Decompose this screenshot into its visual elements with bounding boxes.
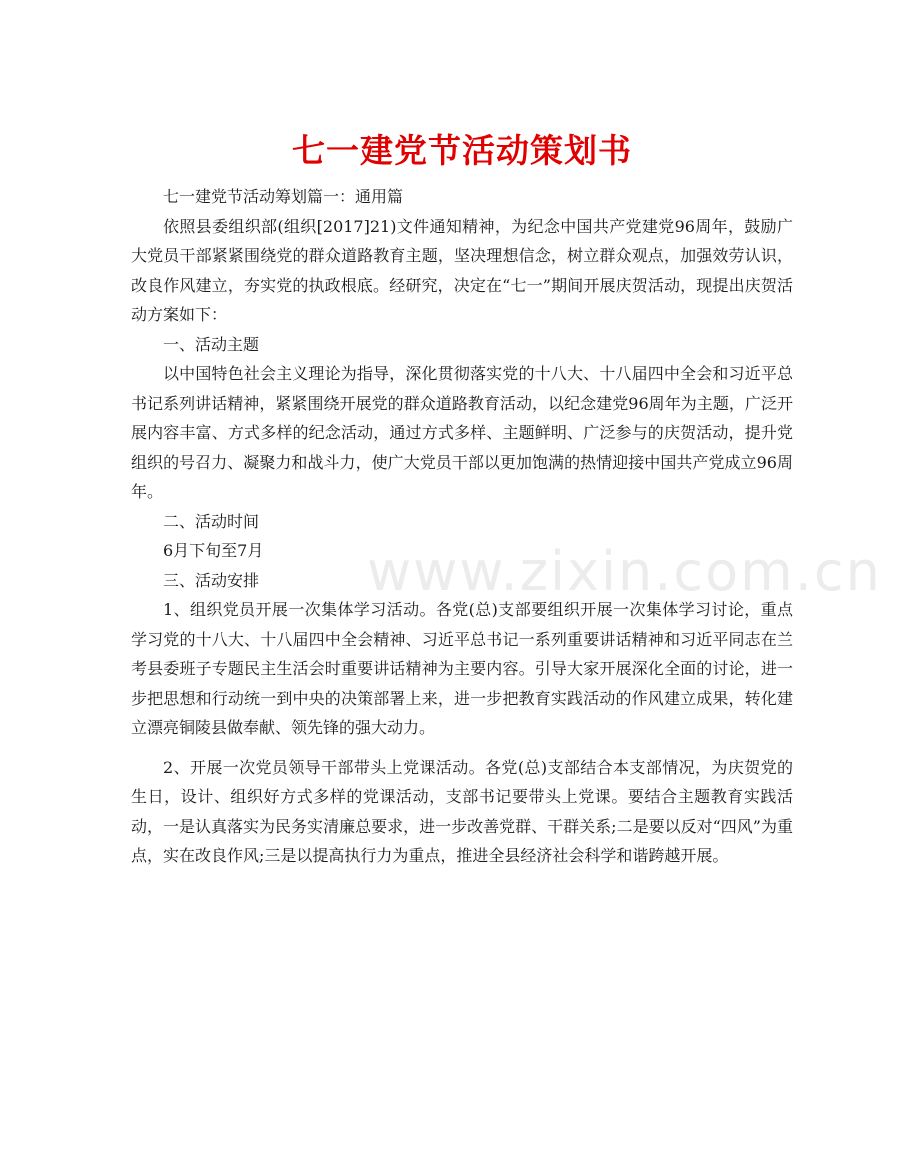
paragraph: 1、组织党员开展一次集体学习活动。各党(总)支部要组织开展一次集体学习讨论，重点学习党的十八大、十八届四中全会精神、习近平总书记一系列重要讲话精神和习近平同志在兰考县委班子专题民主生活会时重要讲话精神为主要内容。引导大家开展深化全面的讨论，进一步把思想和行动统一到中央的决策部署上来，进一步把教育实践活动的作风建立成果，转化建立漂亮铜陵县做奉献、领先锋的强大动力。: [131, 600, 793, 737]
section-heading: 二、活动时间: [163, 511, 260, 531]
paragraph: 2、开展一次党员领导干部带头上党课活动。各党(总)支部结合本支部情况，为庆贺党的生日，设计、组织好方式多样的党课活动，支部书记要带头上党课。要结合主题教育实践活动，一是认真落实为民务实清廉总要求，进一步改善党群、干群关系;二是要以反对“四风”为重点，实在改良作风;三是以提高执行力为重点，推进全县经济社会科学和谐跨越开展。: [131, 757, 793, 865]
document-body: [131, 182, 793, 871]
watermark: www.zixin.com.cn: [367, 540, 882, 603]
paragraph: 以中国特色社会主义理论为指导，深化贯彻落实党的十八大、十八届四中全会和习近平总书记系列讲话精神，紧紧围绕开展党的群众道路教育活动，以纪念建党96周年为主题，广泛开展内容丰富、方式多样的纪念活动，通过方式多样、主题鲜明、广泛参与的庆贺活动，提升党组织的号召力、凝聚力和战斗力，使广大党员干部以更加饱满的热情迎接中国共产党成立96周年。: [131, 364, 793, 501]
paragraph: 6月下旬至7月: [163, 541, 264, 560]
section-heading: 一、活动主题: [163, 334, 260, 354]
paragraph: 七一建党节活动筹划篇一：通用篇: [163, 187, 404, 206]
section-heading: 三、活动安排: [163, 570, 260, 590]
document-title: 七一建党节活动策划书: [292, 131, 632, 170]
paragraph: 依照县委组织部(组织[2017]21)文件通知精神，为纪念中国共产党建党96周年，鼓励广大党员干部紧紧围绕党的群众道路教育主题，坚决理想信念，树立群众观点，加强效劳认识，改良作风建立，夯实党的执政根底。经研究，决定在“七一”期间开展庆贺活动，现提出庆贺活动方案如下：: [131, 216, 793, 324]
